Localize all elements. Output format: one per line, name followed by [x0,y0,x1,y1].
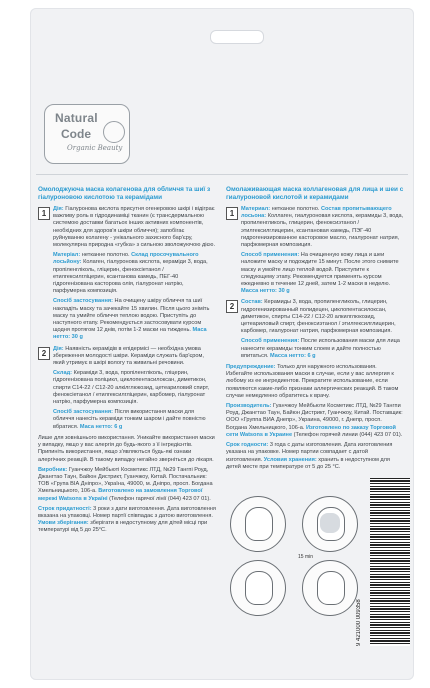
apply-ceramides-icon [302,560,358,616]
ua-hotline: (Телефон гарячої лінії (044) 423 07 01). [109,495,211,502]
ru-shelf-label: Срок годности: [226,442,269,449]
ru-usage-1-text: На очищенную кожу лица и шеи наложите маску и подождите 15 минут. После этого снимите маску и умойте лицо теплой водой. Приступите к следующему этапу. Рекомендуется применять курсом ежедневно в течение 12 дней, затем 1-2 маски в неделю. [241,252,399,288]
ru-net-2-label: Масса нетто: [270,352,306,359]
ru-net-1-label: Масса нетто: [241,288,277,295]
ua-title: Омолоджуюча маска колагенова для обличчя та шиї з гіалуроновою кислотою та керамідами [38,186,211,201]
ru-block-1 [226,206,404,295]
ru-net-1-value: 30 g [278,288,290,295]
ua-order-label: Виготовлено на замовлення Торгової мережі Watsons в Україні [38,488,203,502]
ua-material [53,252,216,295]
ua-step-2-number: 2 [38,347,50,360]
ru-step-2-number: 2 [226,300,238,313]
ua-action-1 [53,206,216,249]
ru-storage-text: хранить в недоступном для детей месте при температуре от 5 до 25 °С. [226,456,390,470]
ru-warning [226,364,404,400]
ru-warning-label: Предупреждение: [226,364,276,371]
ru-order-label: Изготовлено по заказу Торговой сети Watsons в Украине [226,424,396,438]
ua-net-2-label: Маса нетто: [79,423,113,430]
brand-line2: Code [61,127,91,141]
ru-material-label: Материал: [241,206,271,212]
ua-composition-1-label: Склад просочувального лосьйону: [53,252,199,266]
ru-hotline: (Телефон горячей линии (044) 423 07 01). [293,431,403,438]
time-label: 15 min [298,554,314,560]
ua-action-2-label: Дія: [53,345,64,352]
ru-composition-2-text: Керамиды 3, вода, пропиленгликоль, глицерин, гидрогенизированный полидецен, циклопентасилоксан, диметикон, спирты С14-22 / С12-20 алкилглюкозид, цетеариловый спирт, феноксиэтанол / этилгексилглицерин, карбомер, гиалуронат натрия, парфюмерная композиция. [241,299,396,335]
sheet-mask-icon [320,513,340,533]
ru-producer-label: Производитель: [226,403,272,410]
ua-step-1-number: 1 [38,207,50,220]
ua-producer-label: Виробник: [38,466,68,473]
ua-block-1 [38,206,216,342]
ua-composition-2-label: Склад: [53,370,72,377]
ua-usage-1-label: Спосіб застосування: [53,298,113,305]
ru-material [241,206,404,249]
face-outline-icon [245,507,273,541]
ua-action-2 [53,346,216,368]
ru-usage-1-label: Способ применения: [241,252,300,259]
ru-composition-2-label: Состав: [241,299,263,306]
ua-producer [38,467,216,503]
ua-usage-2-text: Після використання маски для обличчя нанесіть кераміди тонким шаром і дайте повністю вбратися. [53,409,206,430]
ua-net-2-value: 6 g [114,423,123,430]
ru-usage-2-text: После использования маски для лица нанесите керамиды тонким слоем и дайте полностью впитаться. [241,338,400,359]
ua-usage-1-text: На очищену шкіру обличчя та шиї накладіть маску та зачекайте 15 хвилин. Після цього зніміть маску та умийте обличчя теплою водою. Приступіть до наступного етапу. Рекомендується застосовувати курсом щодня протягом 12 днів, потім 1-2 маски на тиждень. [53,298,210,334]
ru-net-2-value: 6 g [307,352,316,359]
ua-usage-2-label: Спосіб застосування: [53,409,113,416]
ru-producer [226,403,404,439]
cleanse-face-icon [230,496,286,552]
ua-material-label: Матеріал: [53,252,81,259]
ua-storage-label: Умови зберігання: [38,520,89,527]
hang-hole [210,30,264,44]
ru-title: Омолаживающая маска коллагеновая для лица и шеи с гиалуроновой кислотой и керамидами [226,186,404,201]
ru-step-1-number: 1 [226,207,238,220]
ua-action-2-text: Наявність керамідів в епідермісі — необхідна умова збереження молодості шкіри. Кераміди служать бар'єром, який утримує в шкірі вологу та живильні речовини. [53,345,204,367]
ua-composition-1-text: Колаген, гіалуронова кислота, кераміди 3, вода, пропіленгліколь, гліцерин, феноксіетанол / етилгексилгліцерин, ксантанова камедь, ПЕГ-40 гідрогенізована касторова олія, гіалуронат натрію, парфумерна композиція. [53,259,208,295]
ru-block-2 [226,299,404,360]
ru-composition-2 [241,299,404,335]
face-outline-icon [245,571,273,605]
ua-warning: Лише для зовнішнього використання. Уникайте використання маски у випадку, якщо у вас алергія до будь-якого з її інгредієнтів. Припиніть використання, якщо з'являються будь-які ознаки алергічних реакцій. В такому випадку негайно зверніться до лікаря. [38,434,215,463]
top-divider [36,174,408,175]
ua-shelf-label: Строк придатності: [38,505,92,512]
face-outline-icon [317,571,345,605]
ua-block-2 [38,346,216,431]
ua-shelf-life [38,506,216,535]
ua-usage-2 [53,409,216,431]
brand-line1: Natural [55,111,98,125]
ru-usage-2-label: Способ применения: [241,338,300,345]
apply-mask-icon [302,496,358,552]
ua-action-1-label: Дія: [53,206,64,212]
ua-storage-text: зберігати в недоступному для дітей місці при температурі від 5 до 25°C. [38,520,208,534]
ua-action-1-text: Гіалуронова кислота присутня огенеровою шкірі і відіграє важливу роль в гідродинаміці тканин (є трансдермальною системою доставки багатьох інших активних компонентів, необхідних для здоров'я шкіри обличчя); запобігає руйнуванню колагену - унікального захисного бар'єру, молекулярна природна «губка» з сильною зволожуючою дією. [53,206,216,249]
ukrainian-column [38,186,216,538]
ru-warning-text: Только для наружного использования. Избегайте использования маски в случае, если у вас аллергия к любому из ее ингредиентов. Прекратите использование, если появляются какие-либо признаки аллергических реакций. В таком случае немедленно обратитесь к врачу. [226,364,399,399]
barcode [370,478,410,646]
brand-tagline: Organic Beauty [67,144,123,152]
ru-material-text: нетканое полотно. [271,206,320,212]
ua-net-1-label: Маса нетто: [53,327,207,341]
product-package-back [30,8,414,680]
brand-logo [44,104,130,164]
ua-shelf-text: 3 роки з дати виготовлення. Дата виготовлення вказана на упаковці. Номер партії співпадає з датою виготовлення. [38,505,216,519]
ru-composition-1-text: Коллаген, гиалуроновая кислота, керамиды 3, вода, пропиленгликоль, глицерин, феноксиэтанол / этилгексилглицерин, ксантановая камедь, ПЭГ-40 гидрогенизированное касторовое масло, гиалуронат натрия, парфюмерная композиция. [241,213,404,249]
ru-shelf-life [226,442,404,471]
leaf-emblem-icon [103,121,125,143]
ru-composition-1-label: Состав пропитывающего лосьона: [241,206,392,220]
barcode-number: 9 421000 009358 [356,599,362,646]
ua-producer-text: Гуанчжоу Мейбьюті Косметикс ЛТД, №29 Тангпі Роуд, Джангтао Таун, Байюн Дистрикт, Гуанчжоу, Китай. Постачальник: ТОВ «Група ВІА Дніпро», Україна, 49000, м. Дніпро, просп. Богдана Хмельницького, 106-а. [38,466,213,495]
remove-mask-icon [230,560,286,616]
ru-shelf-text: 3 года с даты изготовления. Дата изготовления указана на упаковке. Номер партии совпадает с датой изготовления. [226,442,393,463]
ru-usage-1 [241,252,404,295]
ua-composition-2 [53,370,216,406]
russian-column [226,186,404,474]
ua-net-1-value: 30 g [71,334,83,341]
ua-composition-2-text: Кераміди 3, вода, пропіленгліколь, гліцерин, гідрогенізована поліцикл, циклопентасилоксан, диметикон, спирти С14-22 / С12-20 алкілглюкозид, цетеариловий спирт, феноксіетанол / етилгексилгліцерин, карбомер, гіалуронат натрію, парфумерна композиція. [53,370,210,406]
ua-usage-1 [53,298,216,341]
ru-producer-text: Гуанчжоу Мейбьюти Косметикс ЛТД, №29 Тангпи Роуд, Джангтао Таун, Байюн Дистрикт, Гуанчжоу, Китай. Поставщик: ООО «Группа ВИА Днепр», Украина, 49000, г. Днепр, просп. Богдана Хмельницкого, 106-а. [226,403,403,431]
ru-storage-label: Условия хранения: [263,456,317,463]
ru-usage-2 [241,338,404,360]
ua-material-text: нетканне полотно. [81,252,130,259]
